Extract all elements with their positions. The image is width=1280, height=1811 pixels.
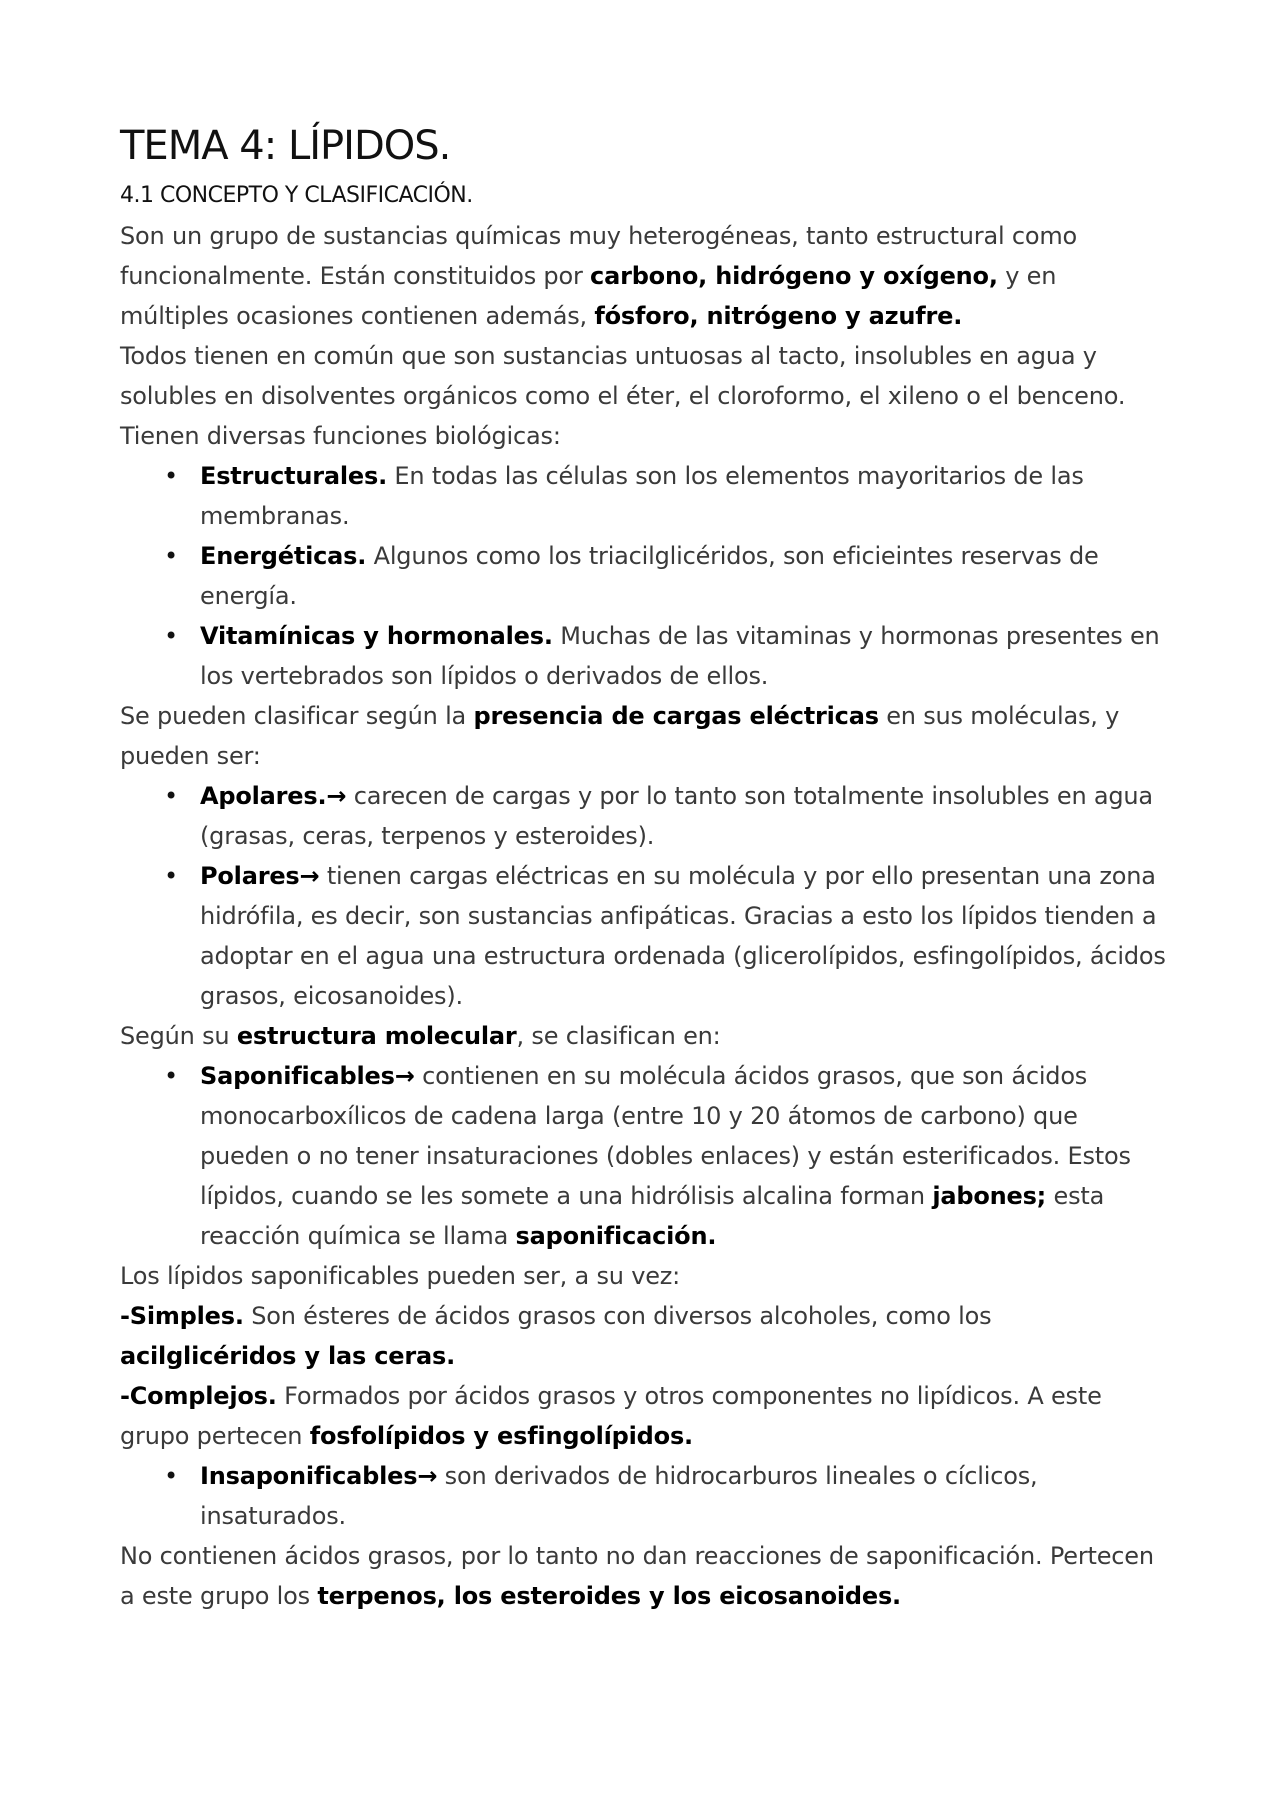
bullet: • [164,862,178,890]
insaponificables-text: son derivados de hidrocarburos lineales o cíclicos, insaturados. [200,1462,1038,1530]
intro-text-1: Son un grupo de sustancias químicas muy heterogéneas, tanto estructural como funcionalmente. Están constituidos por [120,222,1078,290]
charge-type-name: Polares→ [200,862,320,890]
structure-paragraph [120,1016,1170,1056]
list-item [164,616,1170,696]
simples-bold: acilglicéridos y las ceras. [120,1342,455,1370]
function-desc: En todas las células son los elementos mayoritarios de las membranas. [200,462,1084,530]
complejos-paragraph [120,1376,1170,1456]
struct-text-2: , se clasifican en: [516,1022,721,1050]
insaponificables-label: Insaponificables→ [200,1462,438,1490]
simples-text: Son ésteres de ácidos grasos con diversos alcoholes, como los [243,1302,992,1330]
list-item [164,1456,1170,1536]
insap-bold: terpenos, los esteroides y los eicosanoides. [317,1582,901,1610]
functions-list [120,456,1170,696]
bullet: • [164,622,178,650]
intro-paragraph [120,216,1170,336]
charge-type-desc: carecen de cargas y por lo tanto son totalmente insolubles en agua (grasas, ceras, terpenos y esteroides). [200,782,1153,850]
page-title: TEMA 4: LÍPIDOS. [120,123,451,169]
jabones-bold: jabones; [932,1182,1047,1210]
charge-types-list [120,776,1170,1016]
bullet: • [164,462,178,490]
simples-label: -Simples. [120,1302,244,1330]
saponificacion-bold: saponificación. [515,1222,717,1250]
list-item [164,536,1170,616]
bullet: • [164,1462,178,1490]
complejos-label: -Complejos. [120,1382,277,1410]
sapon-types-intro: Los lípidos saponificables pueden ser, a su vez: [120,1262,681,1290]
charge-text-1: Se pueden clasificar según la [120,702,474,730]
document-page [120,120,1170,1616]
saponificables-label: Saponificables→ [200,1062,415,1090]
charge-type-desc: tienen cargas eléctricas en su molécula y por ello presentan una zona hidrófila, es decir, son sustancias anfipáticas. Gracias a esto los lípidos tienden a adoptar en el agua una estructura ordenada (glicerolípidos, esfingolípidos, ácidos grasos, eicosanoides). [200,862,1166,1010]
function-desc: Algunos como los triacilglicéridos, son eficieintes reservas de energía. [200,542,1099,610]
list-item [164,856,1170,1016]
intro-bold-1: carbono, hidrógeno y oxígeno, [590,262,998,290]
section-heading: 4.1 CONCEPTO Y CLASIFICACIÓN. [120,183,473,208]
saponificables-text-1: contienen en su molécula ácidos grasos, que son ácidos monocarboxílicos de cadena larga (entre 10 y 20 átomos de carbono) que pueden o no tener insaturaciones (dobles enlaces) y están esterificados. Estos lípidos, cuando se les somete a una hidrólisis alcalina forman [200,1062,1131,1210]
bullet: • [164,542,178,570]
list-item [164,1056,1170,1256]
list-item [164,776,1170,856]
intro-bold-2: fósforo, nitrógeno y azufre. [594,302,963,330]
complejos-text: Formados por ácidos grasos y otros componentes no lipídicos. A este grupo pertecen [120,1382,1102,1450]
saponificables-text-2: esta reacción química se llama [200,1182,1105,1250]
bullet: • [164,782,178,810]
simples-paragraph [120,1296,1170,1376]
insaponificables-paragraph [120,1536,1170,1616]
complejos-bold: fosfolípidos y esfingolípidos. [309,1422,693,1450]
charge-type-name: Apolares.→ [200,782,347,810]
function-desc: Muchas de las vitaminas y hormonas presentes en los vertebrados son lípidos o derivados de ellos. [200,622,1160,690]
intro-text-2: y en múltiples ocasiones contienen además, [120,262,1057,330]
bullet: • [164,1062,178,1090]
functions-intro: Tienen diversas funciones biológicas: [120,422,561,450]
struct-bold: estructura molecular [236,1022,517,1050]
insaponificables-list [120,1456,1170,1536]
saponificables-list [120,1056,1170,1256]
insap-text: No contienen ácidos grasos, por lo tanto no dan reacciones de saponificación. Pertecen a este grupo los [120,1542,1154,1610]
function-name: Estructurales. [200,462,387,490]
struct-text-1: Según su [120,1022,237,1050]
function-name: Energéticas. [200,542,367,570]
charge-bold: presencia de cargas eléctricas [473,702,879,730]
list-item [164,456,1170,536]
common-paragraph: Todos tienen en común que son sustancias untuosas al tacto, insolubles en agua y solubles en disolventes orgánicos como el éter, el cloroformo, el xileno o el benceno. [120,342,1126,410]
function-name: Vitamínicas y hormonales. [200,622,553,650]
charge-text-2: en sus moléculas, y pueden ser: [120,702,1120,770]
charge-paragraph [120,696,1170,776]
